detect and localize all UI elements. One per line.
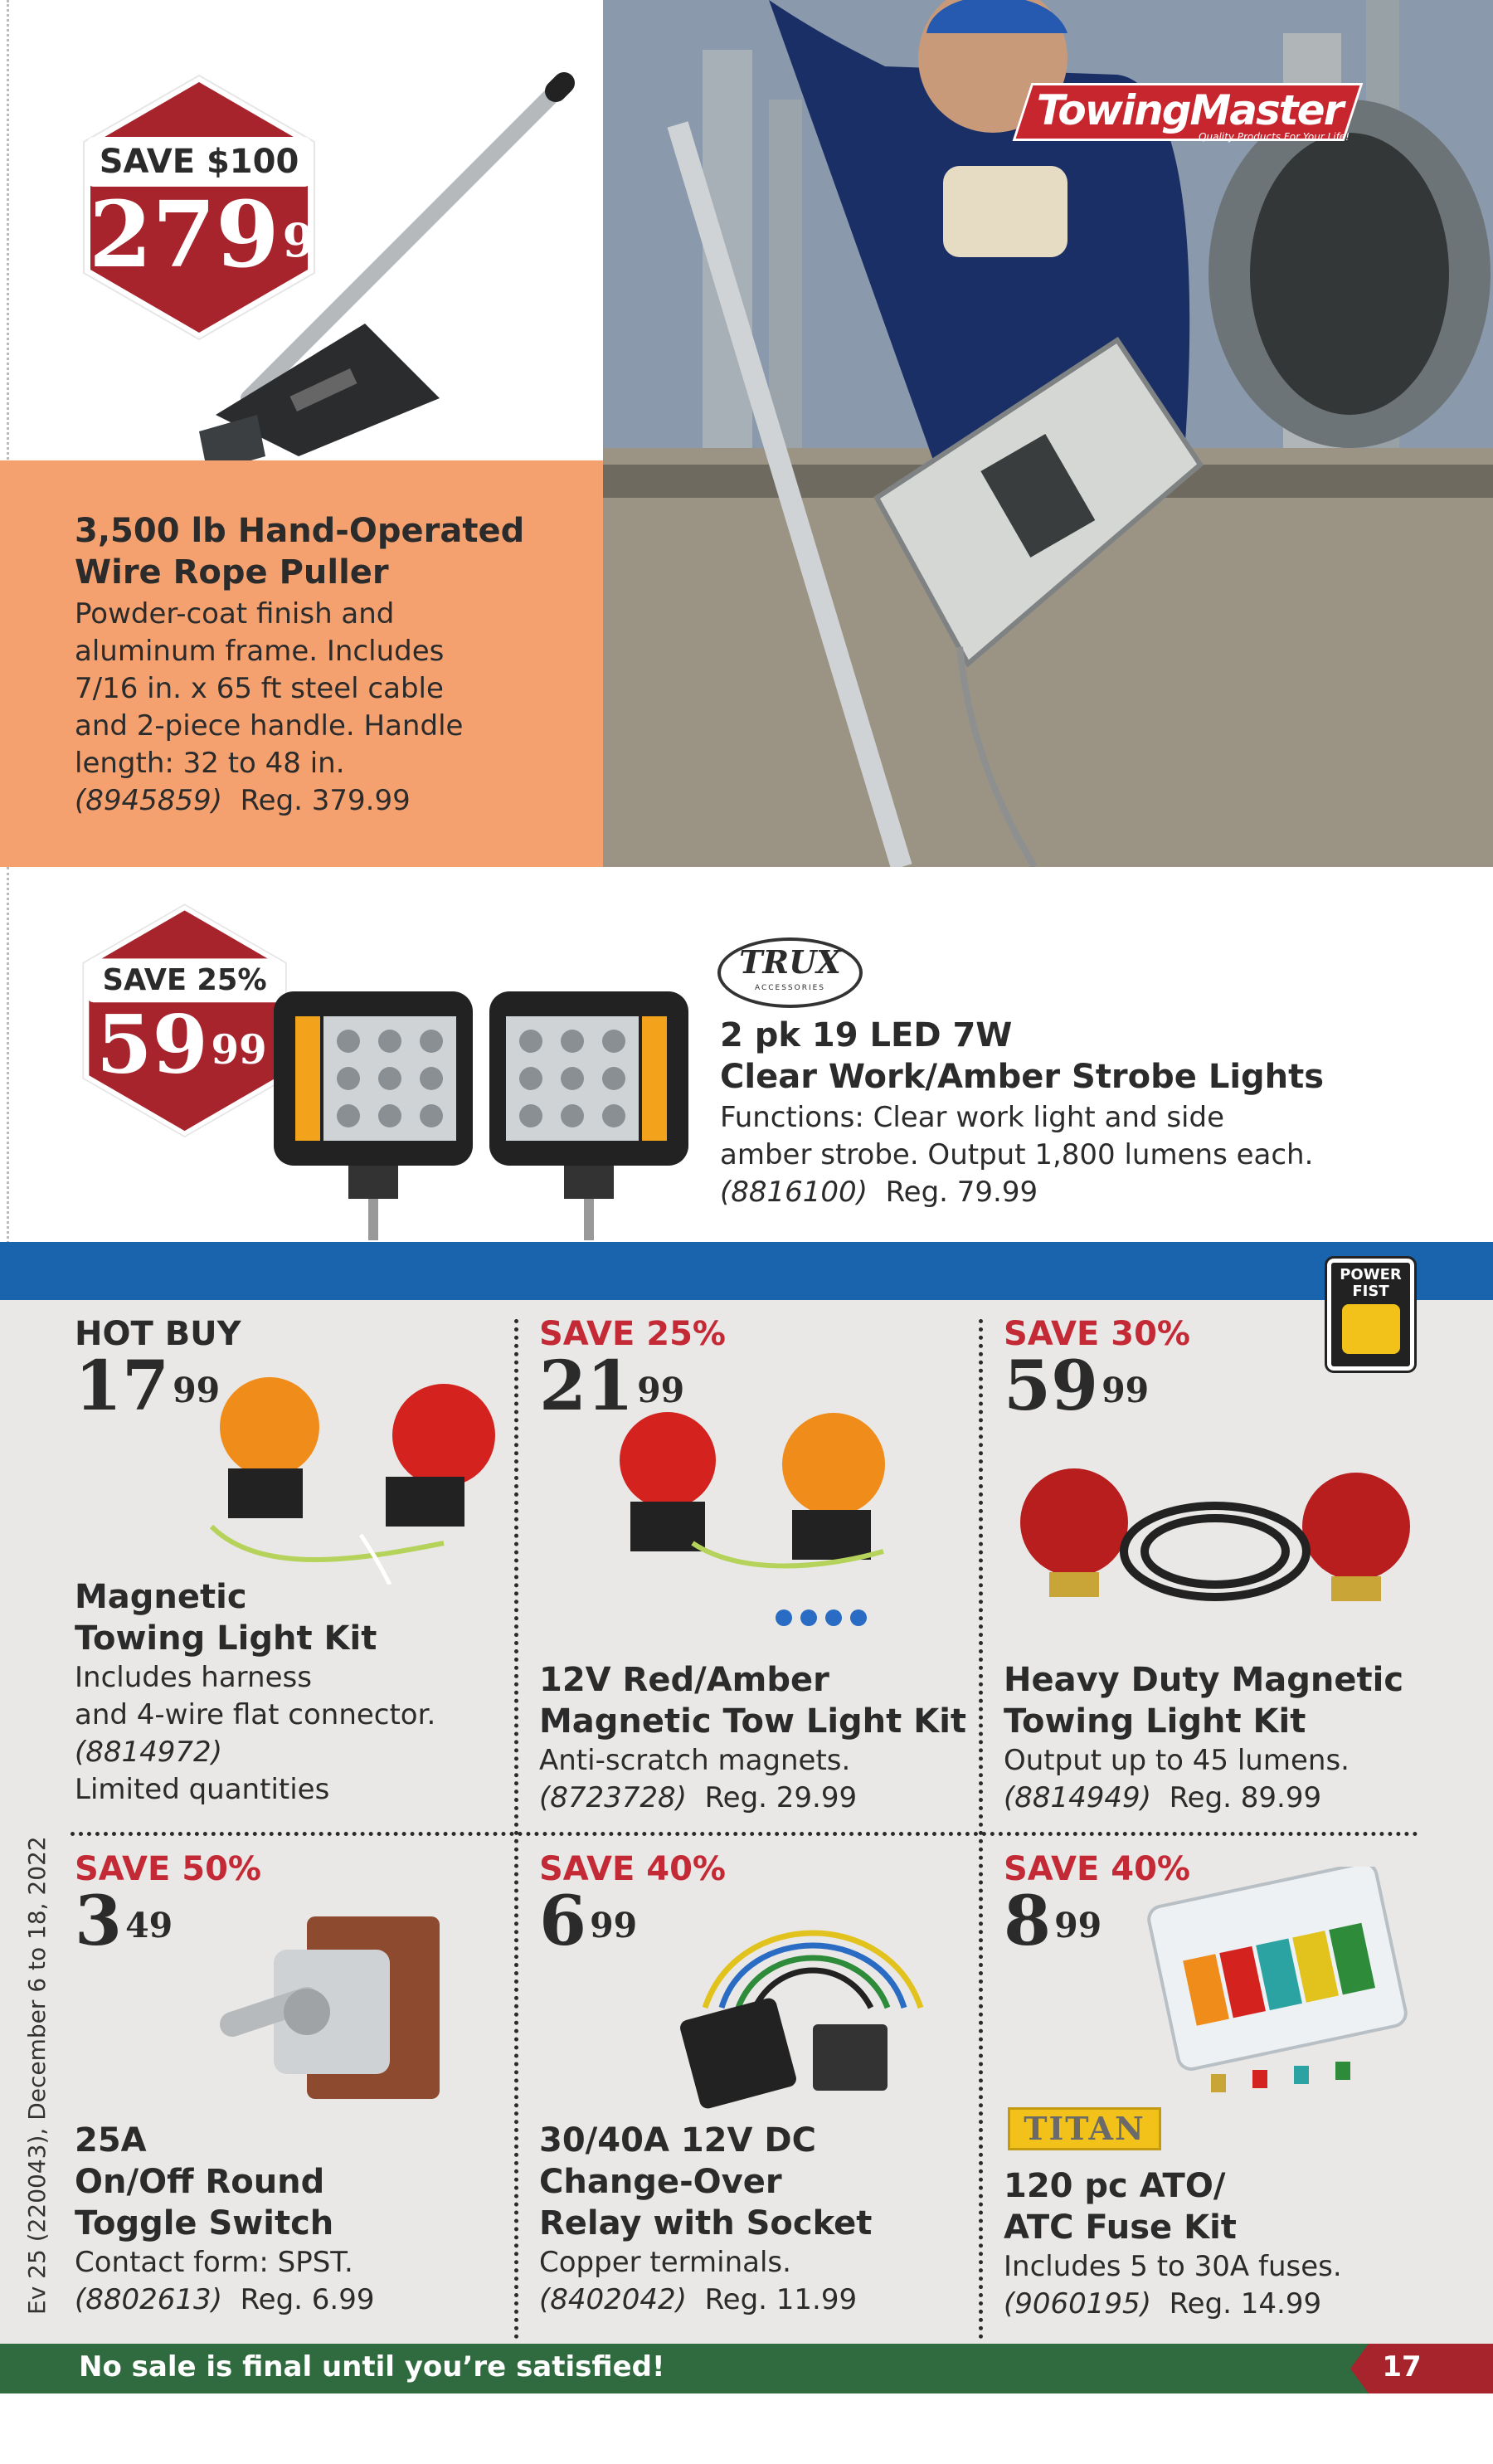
cell-price: $17^{99}$ xyxy=(75,1346,221,1426)
hero-desc-line: 7/16 in. x 65 ft steel cable xyxy=(75,672,444,705)
trux-logo-text: TRUX xyxy=(739,943,841,981)
led-sku: (8816100) xyxy=(720,1176,868,1209)
cell-desc-line: Output up to 45 lumens. xyxy=(1004,1744,1350,1777)
hero-section xyxy=(0,0,1493,867)
red-amber-kit-image xyxy=(610,1410,925,1634)
relay-socket-image xyxy=(672,1908,954,2124)
blue-band xyxy=(0,1242,1493,1300)
cell-sku-reg xyxy=(539,1780,970,1817)
titan-logo xyxy=(1008,2107,1161,2150)
margin-guide xyxy=(7,867,9,1249)
cell-text-relay xyxy=(539,2120,970,2319)
cell-head: SAVE 25% xyxy=(539,1315,726,1353)
cell-title-line: Magnetic xyxy=(75,1578,247,1616)
cell-head: SAVE 50% xyxy=(75,1850,261,1888)
led-section xyxy=(0,867,1493,1249)
cell-desc-line: Anti-scratch magnets. xyxy=(539,1744,851,1777)
cell-extra: Limited quantities xyxy=(75,1773,330,1806)
cell-head: SAVE 40% xyxy=(1004,1850,1190,1888)
page-number: 17 xyxy=(1382,2350,1422,2384)
cell-title-line: 12V Red/Amber xyxy=(539,1661,829,1699)
heavy-duty-kit-image xyxy=(1016,1460,1414,1626)
cell-text-fuse-kit xyxy=(1004,2165,1452,2323)
led-desc-line: Functions: Clear work light and side xyxy=(720,1101,1224,1134)
cell-price: $3^{49}$ xyxy=(75,1882,173,1961)
towingmaster-logo xyxy=(1022,83,1354,149)
cell-sku: (9060195) xyxy=(1004,2287,1151,2320)
hero-sku: (8945859) xyxy=(75,784,222,817)
cell-title-line: Magnetic Tow Light Kit xyxy=(539,1702,967,1741)
hero-reg-price: Reg. 379.99 xyxy=(240,784,411,817)
led-price-badge xyxy=(79,900,290,1141)
hero-desc-line: Powder-coat finish and xyxy=(75,597,395,631)
cell-desc-line: Includes 5 to 30A fuses. xyxy=(1004,2250,1342,2283)
titan-logo-text: TITAN xyxy=(1024,2110,1145,2147)
cell-desc-line: Copper terminals. xyxy=(539,2246,791,2279)
cell-desc-line: Includes harness xyxy=(75,1661,312,1694)
cell-title-line: On/Off Round xyxy=(75,2163,325,2201)
grid-cell-heavy-duty-kit xyxy=(1004,1315,1468,1426)
cell-title-line: Towing Light Kit xyxy=(75,1619,377,1658)
cell-desc-line: and 4-wire flat connector. xyxy=(75,1698,436,1731)
trux-logo-sub: ACCESSORIES xyxy=(754,984,826,992)
cell-reg-price: Reg. 29.99 xyxy=(704,1781,858,1814)
grid-divider-v1 xyxy=(514,1319,518,2340)
hero-title-line1: 3,500 lb Hand-Operated xyxy=(75,512,525,550)
cell-reg-price: Reg. 14.99 xyxy=(1169,2287,1322,2320)
cell-title-line: Towing Light Kit xyxy=(1004,1702,1306,1741)
side-date-note: Ev 25 (220043), December 6 to 18, 2022 xyxy=(23,1836,51,2315)
led-lights-image xyxy=(265,983,697,1249)
led-title-line2: Clear Work/Amber Strobe Lights xyxy=(720,1058,1325,1096)
cell-head: HOT BUY xyxy=(75,1315,241,1353)
toggle-switch-image xyxy=(199,1900,464,2116)
hero-sku-reg xyxy=(75,782,411,820)
led-price: $59^{99}$ xyxy=(96,997,267,1092)
cell-price: $21^{99}$ xyxy=(539,1346,685,1426)
led-save-label: SAVE 25% xyxy=(88,958,282,1002)
power-fist-text2: FIST xyxy=(1352,1283,1389,1300)
footer-tagline: No sale is final until you’re satisfied! xyxy=(79,2350,665,2384)
cell-head: SAVE 40% xyxy=(539,1850,726,1888)
towingmaster-tagline: Quality Products For Your Life! xyxy=(1199,131,1350,143)
led-sku-reg xyxy=(720,1174,1038,1211)
cell-price: $6^{99}$ xyxy=(539,1882,638,1961)
led-title-line1: 2 pk 19 LED 7W xyxy=(720,1016,1013,1054)
cell-sku-reg xyxy=(1004,1780,1452,1817)
towingmaster-logo-text: TowingMaster xyxy=(1036,86,1343,134)
cell-title-line: Heavy Duty Magnetic xyxy=(1004,1661,1404,1699)
cell-price: $59^{99}$ xyxy=(1004,1346,1150,1426)
hero-photo xyxy=(603,0,1493,867)
cell-reg-price: Reg. 89.99 xyxy=(1169,1781,1322,1814)
cell-head: SAVE 30% xyxy=(1004,1315,1190,1353)
fuse-kit-image xyxy=(1145,1867,1418,2107)
led-reg-price: Reg. 79.99 xyxy=(885,1176,1038,1209)
led-desc-line: amber strobe. Output 1,800 lumens each. xyxy=(720,1138,1314,1171)
trux-logo xyxy=(717,937,863,1008)
cell-text-red-amber-kit xyxy=(539,1659,970,1817)
hero-title-line2: Wire Rope Puller xyxy=(75,553,389,592)
grid-cell-red-amber-kit xyxy=(539,1315,1004,1426)
cell-text-magnetic-kit xyxy=(75,1576,506,1809)
cell-sku: (8814949) xyxy=(1004,1781,1151,1814)
hero-desc-line: and 2-piece handle. Handle xyxy=(75,709,464,743)
cell-sku-reg xyxy=(539,2281,970,2319)
cell-title-line: 120 pc ATO/ xyxy=(1004,2167,1226,2205)
grid-divider-h xyxy=(71,1832,1418,1836)
cell-text-heavy-duty-kit xyxy=(1004,1659,1452,1817)
cell-sku-reg xyxy=(1004,2286,1452,2323)
power-fist-text1: POWER xyxy=(1340,1266,1402,1283)
cell-title-line: Change-Over xyxy=(539,2163,782,2201)
cell-sku: (8402042) xyxy=(539,2283,687,2316)
magnetic-light-kit-image xyxy=(195,1361,510,1585)
cell-reg-price: Reg. 11.99 xyxy=(704,2283,858,2316)
hero-info-panel xyxy=(0,460,603,867)
cell-reg-price: Reg. 6.99 xyxy=(240,2283,375,2316)
hero-price-badge xyxy=(79,71,347,344)
cell-sku: (8723728) xyxy=(539,1781,687,1814)
cell-sku: (8814972) xyxy=(75,1736,222,1769)
footer-bar xyxy=(0,2344,1493,2393)
hero-desc-line: length: 32 to 48 in. xyxy=(75,747,345,780)
cell-price: $8^{99}$ xyxy=(1004,1882,1102,1961)
cell-title-line: Toggle Switch xyxy=(75,2204,334,2242)
hero-save-label: SAVE $100 xyxy=(87,137,311,187)
cell-title-line: 30/40A 12V DC xyxy=(539,2121,816,2160)
cell-sku-reg xyxy=(75,2281,506,2319)
hero-desc-line: aluminum frame. Includes xyxy=(75,635,445,668)
grid-divider-v2 xyxy=(979,1319,983,2340)
cell-title-line: 25A xyxy=(75,2121,147,2160)
cell-desc-line: Contact form: SPST. xyxy=(75,2246,353,2279)
cell-sku: (8802613) xyxy=(75,2283,222,2316)
cell-text-toggle-switch xyxy=(75,2120,506,2319)
hero-price: $279^{99}$ xyxy=(89,181,347,288)
cell-title-line: Relay with Socket xyxy=(539,2204,873,2242)
cell-title-line: ATC Fuse Kit xyxy=(1004,2208,1237,2247)
